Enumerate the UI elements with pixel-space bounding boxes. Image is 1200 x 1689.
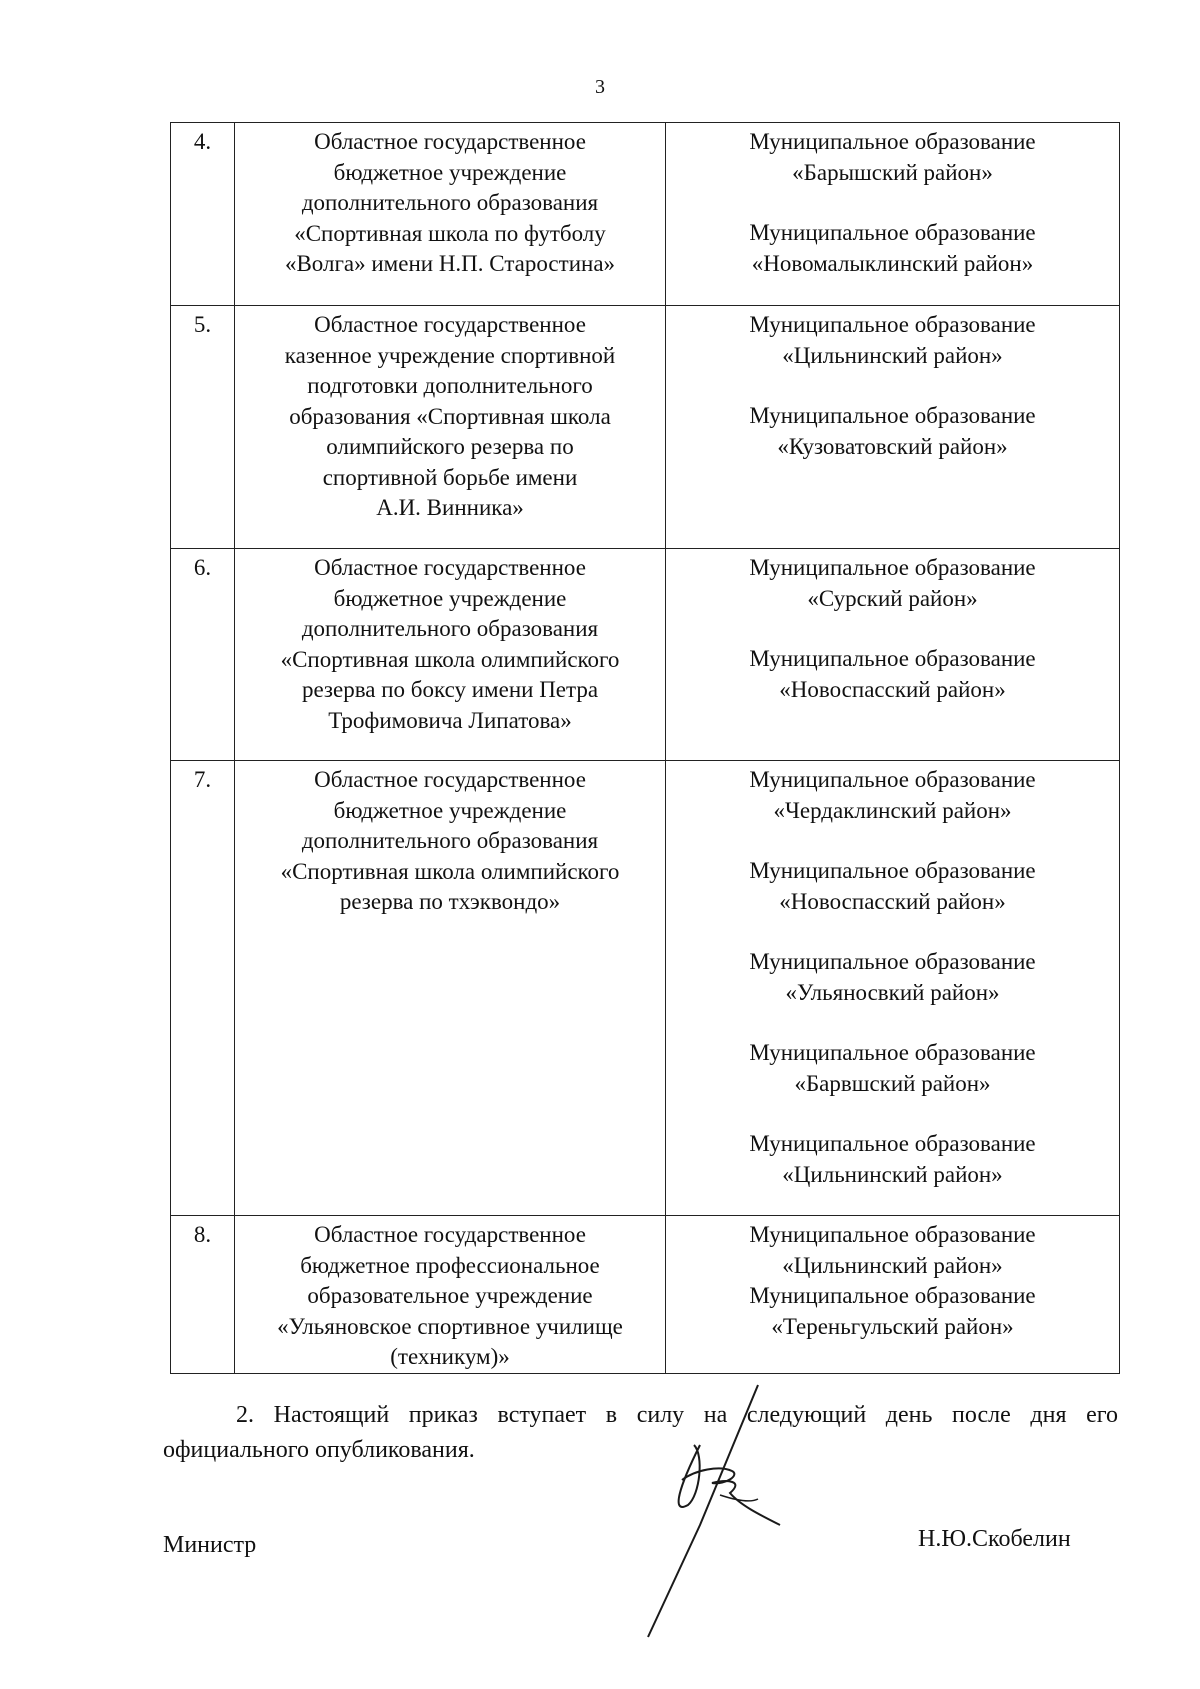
row-number: 8. xyxy=(171,1216,235,1374)
municipality-label: Муниципальное образование xyxy=(749,403,1036,428)
organization-name-line: «Волга» имени Н.П. Старостина» xyxy=(284,251,616,276)
municipalities-cell xyxy=(666,549,1120,761)
organization-name-line: Областное государственное xyxy=(314,1222,586,1247)
organization-name-line: олимпийского резерва по xyxy=(326,434,574,459)
organization-name-line: бюджетное профессиональное xyxy=(300,1252,600,1278)
municipality-label: Муниципальное образование xyxy=(749,1283,1036,1308)
row-number: 4. xyxy=(171,123,235,306)
municipality-name: «Чердаклинский район» xyxy=(773,797,1012,823)
row-number: 5. xyxy=(171,306,235,549)
organization-name-line: бюджетное учреждение xyxy=(333,159,567,185)
municipality-name: «Тереньгульский район» xyxy=(771,1313,1014,1339)
municipality-name: «Цильнинский район» xyxy=(782,342,1003,368)
organization-name-line: «Спортивная школа олимпийского xyxy=(280,858,620,884)
organization-name-line: резерва по тхэквондо» xyxy=(339,889,561,914)
municipality-name: «Цильнинский район» xyxy=(782,1252,1003,1278)
municipality-spacer xyxy=(676,188,1109,218)
table-row xyxy=(171,306,1120,549)
organization-name-line: Трофимовича Липатова» xyxy=(328,707,572,733)
organization-name-line: «Спортивная школа по футболу xyxy=(294,220,606,246)
organization-name-line: Областное государственное xyxy=(314,555,586,580)
signatory-position: Министр xyxy=(163,1532,257,1558)
municipality-label: Муниципальное образование xyxy=(749,220,1036,245)
municipality-label: Муниципальное образование xyxy=(749,555,1036,580)
municipality-name: «Барвшский район» xyxy=(794,1070,991,1096)
municipality-name: «Кузоватовский район» xyxy=(777,433,1008,459)
organization-cell xyxy=(235,123,666,306)
table-row xyxy=(171,1216,1120,1374)
municipality-name: «Цильнинский район» xyxy=(782,1161,1003,1187)
municipality-label: Муниципальное образование xyxy=(749,1222,1036,1247)
table-row xyxy=(171,761,1120,1216)
organization-name-line: дополнительного образования xyxy=(301,828,599,853)
organizations-table xyxy=(170,122,1120,1374)
municipality-label: Муниципальное образование xyxy=(749,129,1036,154)
handwritten-signature xyxy=(640,1375,860,1645)
organization-name-line: Областное государственное xyxy=(314,129,586,154)
organization-name-line: «Ульяновское спортивное училище xyxy=(277,1313,623,1339)
row-number: 6. xyxy=(171,549,235,761)
municipality-name: «Новомалыклинский район» xyxy=(751,250,1034,276)
signatory-name: Н.Ю.Скобелин xyxy=(918,1526,1071,1552)
organization-name-line: подготовки дополнительного xyxy=(307,373,593,398)
organization-name-line: образовательное учреждение xyxy=(307,1283,593,1308)
municipality-name: «Ульяносвкий район» xyxy=(785,979,1000,1005)
municipality-spacer xyxy=(676,917,1109,947)
organization-name-line: (техникум)» xyxy=(390,1344,510,1369)
municipality-label: Муниципальное образование xyxy=(749,1040,1036,1065)
organization-name-line: образования «Спортивная школа xyxy=(289,403,611,429)
municipalities-cell xyxy=(666,761,1120,1216)
paragraph-line-1: 2. Настоящий приказ вступает в силу на следующий день после дня его xyxy=(236,1402,1118,1428)
municipality-spacer xyxy=(676,1008,1109,1038)
municipality-name: «Новоспасский район» xyxy=(779,676,1006,702)
municipality-spacer xyxy=(676,1099,1109,1129)
organization-name-line: дополнительного образования xyxy=(301,616,599,641)
municipalities-cell xyxy=(666,306,1120,549)
organization-cell xyxy=(235,306,666,549)
organization-name-line: дополнительного образования xyxy=(301,190,599,215)
organization-name-line: Областное государственное xyxy=(314,767,586,792)
table-row xyxy=(171,549,1120,761)
organization-name-line: бюджетное учреждение xyxy=(333,585,567,611)
municipality-label: Муниципальное образование xyxy=(749,767,1036,792)
organization-name-line: бюджетное учреждение xyxy=(333,797,567,823)
municipalities-cell xyxy=(666,1216,1120,1374)
organization-name-line: А.И. Винника» xyxy=(376,495,524,520)
organization-cell xyxy=(235,761,666,1216)
municipality-label: Муниципальное образование xyxy=(749,949,1036,974)
table-row xyxy=(171,123,1120,306)
organization-name-line: «Спортивная школа олимпийского xyxy=(280,646,620,672)
row-number: 7. xyxy=(171,761,235,1216)
paragraph-line-2: официального опубликования. xyxy=(163,1437,475,1463)
municipality-label: Муниципальное образование xyxy=(749,1131,1036,1156)
municipality-name: «Барышский район» xyxy=(792,159,993,185)
organization-name-line: резерва по боксу имени Петра xyxy=(301,677,599,702)
organization-name-line: Областное государственное xyxy=(314,312,586,337)
municipality-label: Муниципальное образование xyxy=(749,858,1036,883)
organization-name-line: казенное учреждение спортивной xyxy=(284,342,616,368)
municipality-spacer xyxy=(676,614,1109,644)
municipality-spacer xyxy=(676,371,1109,401)
municipalities-cell xyxy=(666,123,1120,306)
municipality-name: «Сурский район» xyxy=(807,585,978,611)
organization-name-line: спортивной борьбе имени xyxy=(322,464,578,490)
organization-cell xyxy=(235,549,666,761)
municipality-label: Муниципальное образование xyxy=(749,646,1036,671)
table-body xyxy=(171,123,1120,1374)
municipality-label: Муниципальное образование xyxy=(749,312,1036,337)
organization-cell xyxy=(235,1216,666,1374)
page-number: 3 xyxy=(595,76,605,98)
municipality-name: «Новоспасский район» xyxy=(779,888,1006,914)
municipality-spacer xyxy=(676,826,1109,856)
